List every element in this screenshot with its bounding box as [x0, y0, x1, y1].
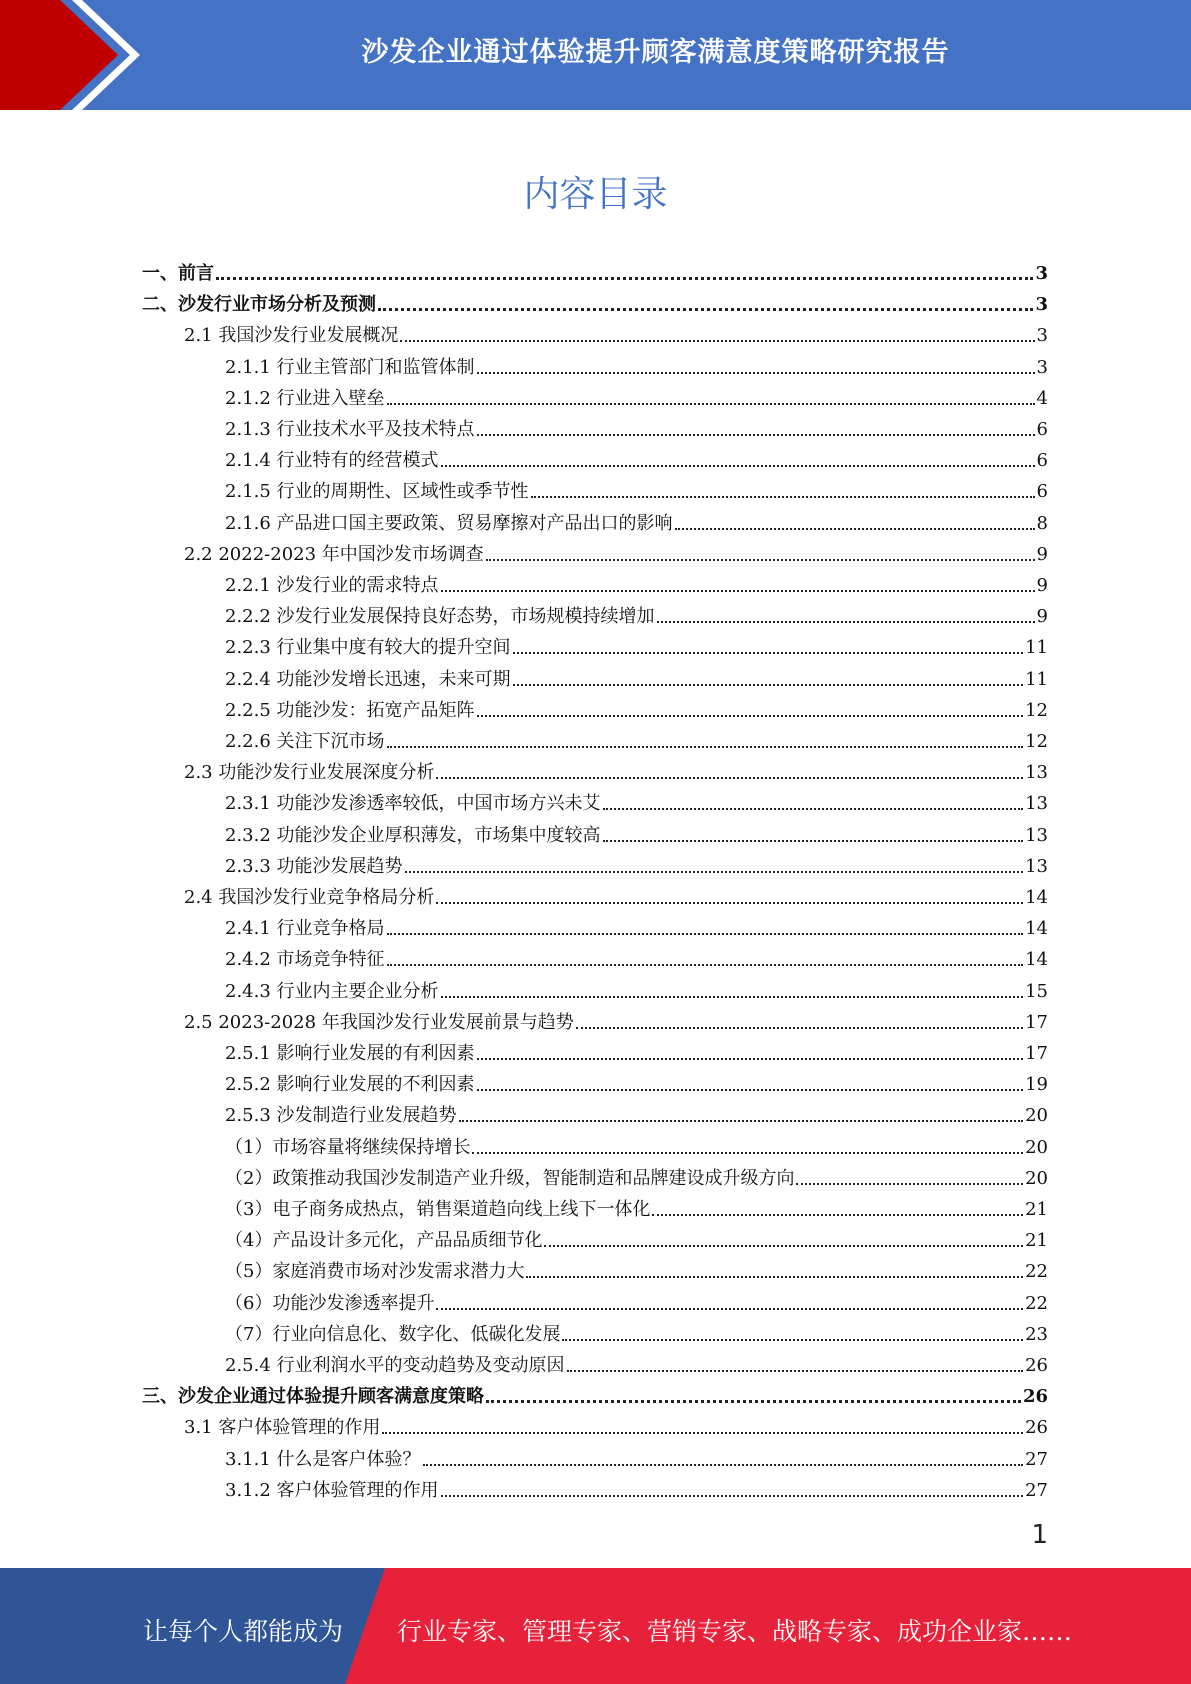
toc-entry-title: 2.2.1 沙发行业的需求特点: [225, 575, 439, 596]
toc-entry[interactable]: [225, 1346, 1048, 1377]
toc-entry-page: 8: [1036, 512, 1048, 534]
toc-entry-title: 三、沙发企业通过体验提升顾客满意度策略: [142, 1386, 484, 1408]
toc-entry-title: （6）功能沙发渗透率提升: [225, 1292, 435, 1314]
toc-entry[interactable]: [225, 1471, 1048, 1502]
toc-entry-page: 27: [1025, 1448, 1048, 1470]
toc-dot-leader: [603, 808, 1024, 810]
toc-entry-page: 13: [1025, 824, 1048, 846]
toc-entry-title: （1）市场容量将继续保持增长: [225, 1136, 471, 1158]
toc-entry-page: 19: [1025, 1074, 1048, 1096]
toc-dot-leader: [567, 1370, 1024, 1372]
toc-dot-leader: [576, 1027, 1023, 1029]
toc-entry[interactable]: [225, 784, 1048, 815]
toc-dot-leader: [378, 308, 1033, 311]
toc-entry-page: 27: [1025, 1479, 1048, 1501]
toc-entry-page: 15: [1025, 980, 1048, 1002]
toc-entry-title: 2.2 2022-2023 年中国沙发市场调查: [184, 543, 484, 565]
toc-entry-title: 2.1.6 产品进口国主要政策、贸易摩擦对产品出口的影响: [225, 512, 673, 534]
toc-dot-leader: [477, 715, 1024, 717]
toc-entry-title: 2.2.2 沙发行业发展保持良好态势，市场规模持续增加: [225, 606, 655, 628]
toc-entry-page: 4: [1036, 387, 1048, 409]
toc-entry[interactable]: [142, 285, 1048, 316]
toc-entry-page: 26: [1025, 1355, 1048, 1376]
page-header: [0, 0, 1191, 110]
toc-dot-leader: [436, 1308, 1023, 1310]
toc-entry[interactable]: [225, 1284, 1048, 1315]
toc-dot-leader: [477, 1058, 1024, 1060]
toc-entry-title: （7）行业向信息化、数字化、低碳化发展: [225, 1323, 561, 1345]
toc-entry-title: 2.2.4 功能沙发增长迅速，未来可期: [225, 668, 511, 690]
toc-entry-title: 3.1.2 客户体验管理的作用: [225, 1479, 439, 1501]
toc-dot-leader: [562, 1339, 1023, 1341]
toc-entry[interactable]: [225, 909, 1048, 940]
toc-dot-leader: [387, 746, 1024, 748]
toc-entry[interactable]: [225, 379, 1048, 410]
toc-entry[interactable]: [225, 1096, 1048, 1127]
toc-dot-leader: [675, 528, 1035, 530]
header-arrow-decoration: [0, 0, 200, 110]
toc-entry-page: 20: [1025, 1105, 1048, 1127]
toc-entry[interactable]: [225, 472, 1048, 503]
toc-entry-title: 2.1.3 行业技术水平及技术特点: [225, 419, 475, 440]
toc-entry[interactable]: [225, 816, 1048, 847]
toc-entry[interactable]: [225, 441, 1048, 472]
toc-entry[interactable]: [225, 1159, 1048, 1190]
toc-entry[interactable]: [184, 753, 1048, 784]
toc-entry-title: 2.5 2023-2028 年我国沙发行业发展前景与趋势: [184, 1011, 574, 1033]
toc-dot-leader: [387, 964, 1024, 966]
toc-dot-leader: [544, 1245, 1023, 1247]
toc-entry-title: （5）家庭消费市场对沙发需求潜力大: [225, 1261, 525, 1283]
toc-entry[interactable]: [225, 410, 1048, 441]
toc-entry[interactable]: [142, 1377, 1048, 1408]
toc-entry-title: 2.3.2 功能沙发企业厚积薄发，市场集中度较高: [225, 824, 601, 846]
toc-dot-leader: [436, 777, 1023, 779]
toc-entry-page: 13: [1025, 793, 1048, 815]
toc-entry[interactable]: [225, 1221, 1048, 1252]
toc-dot-leader: [657, 621, 1035, 623]
toc-entry-title: （3）电子商务成热点，销售渠道趋向线上线下一体化: [225, 1199, 651, 1220]
toc-dot-leader: [400, 340, 1034, 342]
toc-entry-page: 11: [1025, 668, 1048, 690]
toc-entry-page: 20: [1025, 1167, 1048, 1189]
toc-entry-title: 2.3.3 功能沙发展趋势: [225, 855, 403, 877]
toc-entry[interactable]: [225, 1065, 1048, 1096]
toc-entry-page: 21: [1025, 1230, 1048, 1252]
toc-heading: 内容目录: [523, 174, 668, 215]
toc-entry-page: 6: [1036, 419, 1048, 440]
toc-entry[interactable]: [225, 1190, 1048, 1221]
toc-entry-title: 2.3.1 功能沙发渗透率较低，中国市场方兴未艾: [225, 793, 601, 815]
toc-dot-leader: [513, 652, 1024, 654]
toc-dot-leader: [652, 1214, 1023, 1216]
toc-dot-leader: [513, 684, 1024, 686]
toc-entry-title: （4）产品设计多元化，产品品质细节化: [225, 1230, 543, 1252]
toc-entry-page: 11: [1025, 637, 1048, 659]
toc-entry-page: 22: [1025, 1292, 1048, 1314]
toc-dot-leader: [531, 496, 1035, 498]
toc-dot-leader: [796, 1183, 1023, 1185]
footer-slogan-left: 让每个人都能成为: [143, 1617, 344, 1646]
toc-entry-title: 2.2.6 关注下沉市场: [225, 731, 385, 752]
toc-entry[interactable]: [225, 691, 1048, 722]
toc-entry-page: 3: [1035, 294, 1048, 316]
toc-entry-title: 2.1.5 行业的周期性、区域性或季节性: [225, 481, 529, 503]
toc-entry[interactable]: [225, 1034, 1048, 1065]
toc-entry-title: 一、前言: [142, 263, 214, 284]
toc-entry[interactable]: [225, 628, 1048, 659]
toc-dot-leader: [441, 590, 1035, 592]
toc-dot-leader: [603, 840, 1024, 842]
toc-entry-page: 6: [1036, 450, 1048, 472]
toc-entry[interactable]: [225, 504, 1048, 535]
toc-entry-title: 3.1 客户体验管理的作用: [184, 1417, 381, 1439]
report-title: 沙发企业通过体验提升顾客满意度策略研究报告: [361, 37, 950, 68]
toc-entry-page: 14: [1025, 918, 1048, 940]
toc-entry-title: 2.1 我国沙发行业发展概况: [184, 325, 399, 347]
toc-entry-title: 3.1.1 什么是客户体验？: [225, 1448, 421, 1470]
toc-entry-title: 2.3 功能沙发行业发展深度分析: [184, 762, 435, 784]
toc-entry[interactable]: [225, 597, 1048, 628]
page-number: 1: [1031, 1520, 1048, 1550]
toc-entry-page: 9: [1036, 575, 1048, 596]
toc-dot-leader: [423, 1464, 1024, 1466]
toc-entry-page: 14: [1025, 949, 1048, 971]
toc-entry[interactable]: [184, 1408, 1048, 1439]
toc-entry[interactable]: [225, 722, 1048, 753]
toc-entry-title: 2.2.5 功能沙发：拓宽产品矩阵: [225, 699, 475, 721]
toc-entry-page: 23: [1025, 1323, 1048, 1345]
toc-entry[interactable]: [225, 660, 1048, 691]
toc-entry-page: 21: [1025, 1199, 1048, 1220]
toc-entry-title: 2.5.2 影响行业发展的不利因素: [225, 1074, 475, 1096]
footer-slogan-right: 行业专家、管理专家、营销专家、战略专家、成功企业家……: [397, 1617, 1073, 1646]
toc-entry-title: 2.4.1 行业竞争格局: [225, 918, 385, 940]
toc-dot-leader: [459, 1120, 1024, 1122]
toc-entry-title: 2.5.3 沙发制造行业发展趋势: [225, 1105, 457, 1127]
toc-entry-title: （2）政策推动我国沙发制造产业升级，智能制造和品牌建设成升级方向: [225, 1167, 795, 1189]
toc-entry-title: 2.2.3 行业集中度有较大的提升空间: [225, 637, 511, 659]
toc-entry[interactable]: [225, 566, 1048, 597]
toc-entry-page: 9: [1036, 606, 1048, 628]
toc-entry-page: 3: [1035, 263, 1048, 284]
toc-entry-title: 2.4.3 行业内主要企业分析: [225, 980, 439, 1002]
toc-entry-title: 2.4.2 市场竞争特征: [225, 949, 385, 971]
toc-entry-page: 13: [1025, 855, 1048, 877]
toc-entry[interactable]: [184, 535, 1048, 566]
toc-entry-title: 2.1.1 行业主管部门和监管体制: [225, 356, 475, 378]
toc-dot-leader: [441, 465, 1035, 467]
toc-entry-page: 3: [1036, 356, 1048, 378]
toc-entry-title: 二、沙发行业市场分析及预测: [142, 294, 376, 316]
toc-entry[interactable]: [225, 1315, 1048, 1346]
toc-dot-leader: [405, 871, 1024, 873]
toc-entry[interactable]: [142, 254, 1048, 285]
page-footer: [0, 1568, 1191, 1684]
toc-entry-title: 2.4 我国沙发行业竞争格局分析: [184, 887, 435, 908]
toc-dot-leader: [526, 1276, 1023, 1278]
toc-entry-page: 9: [1036, 543, 1048, 565]
toc-entry[interactable]: [225, 940, 1048, 971]
toc-dot-leader: [472, 1152, 1023, 1154]
toc-dot-leader: [436, 902, 1023, 904]
toc-entry-page: 26: [1025, 1417, 1048, 1439]
toc-dot-leader: [477, 434, 1035, 436]
toc-entry[interactable]: [184, 316, 1048, 347]
toc-entry[interactable]: [225, 972, 1048, 1003]
toc-entry-title: 2.1.4 行业特有的经营模式: [225, 450, 439, 472]
toc-entry[interactable]: [184, 1003, 1048, 1034]
toc-dot-leader: [387, 933, 1024, 935]
toc-entry[interactable]: [225, 1252, 1048, 1283]
toc-entry-page: 17: [1025, 1011, 1048, 1033]
toc-entry-page: 13: [1025, 762, 1048, 784]
toc-entry-page: 12: [1025, 699, 1048, 721]
toc-dot-leader: [486, 1400, 1021, 1403]
toc-dot-leader: [477, 1089, 1024, 1091]
toc-entry-page: 22: [1025, 1261, 1048, 1283]
toc-entry-page: 17: [1025, 1043, 1048, 1064]
toc-entry[interactable]: [225, 1128, 1048, 1159]
toc-entry-page: 20: [1025, 1136, 1048, 1158]
toc-dot-leader: [441, 1495, 1024, 1497]
toc-entry[interactable]: [225, 348, 1048, 379]
toc-entry-page: 3: [1036, 325, 1048, 347]
toc-entry[interactable]: [184, 878, 1048, 909]
toc-entry-page: 6: [1036, 481, 1048, 503]
toc-entry[interactable]: [225, 847, 1048, 878]
toc-dot-leader: [382, 1432, 1023, 1434]
toc-entry-page: 14: [1025, 887, 1048, 908]
toc-dot-leader: [477, 372, 1035, 374]
toc-dot-leader: [441, 996, 1024, 998]
toc-entry-page: 26: [1022, 1386, 1048, 1408]
toc-entry-page: 12: [1025, 731, 1048, 752]
toc-dot-leader: [216, 277, 1033, 280]
toc-dot-leader: [387, 403, 1035, 405]
toc-entry-title: 2.5.4 行业利润水平的变动趋势及变动原因: [225, 1355, 565, 1376]
toc-entry[interactable]: [225, 1440, 1048, 1471]
toc-entry-title: 2.5.1 影响行业发展的有利因素: [225, 1043, 475, 1064]
toc-entry-title: 2.1.2 行业进入壁垒: [225, 387, 385, 409]
toc-dot-leader: [486, 559, 1035, 561]
